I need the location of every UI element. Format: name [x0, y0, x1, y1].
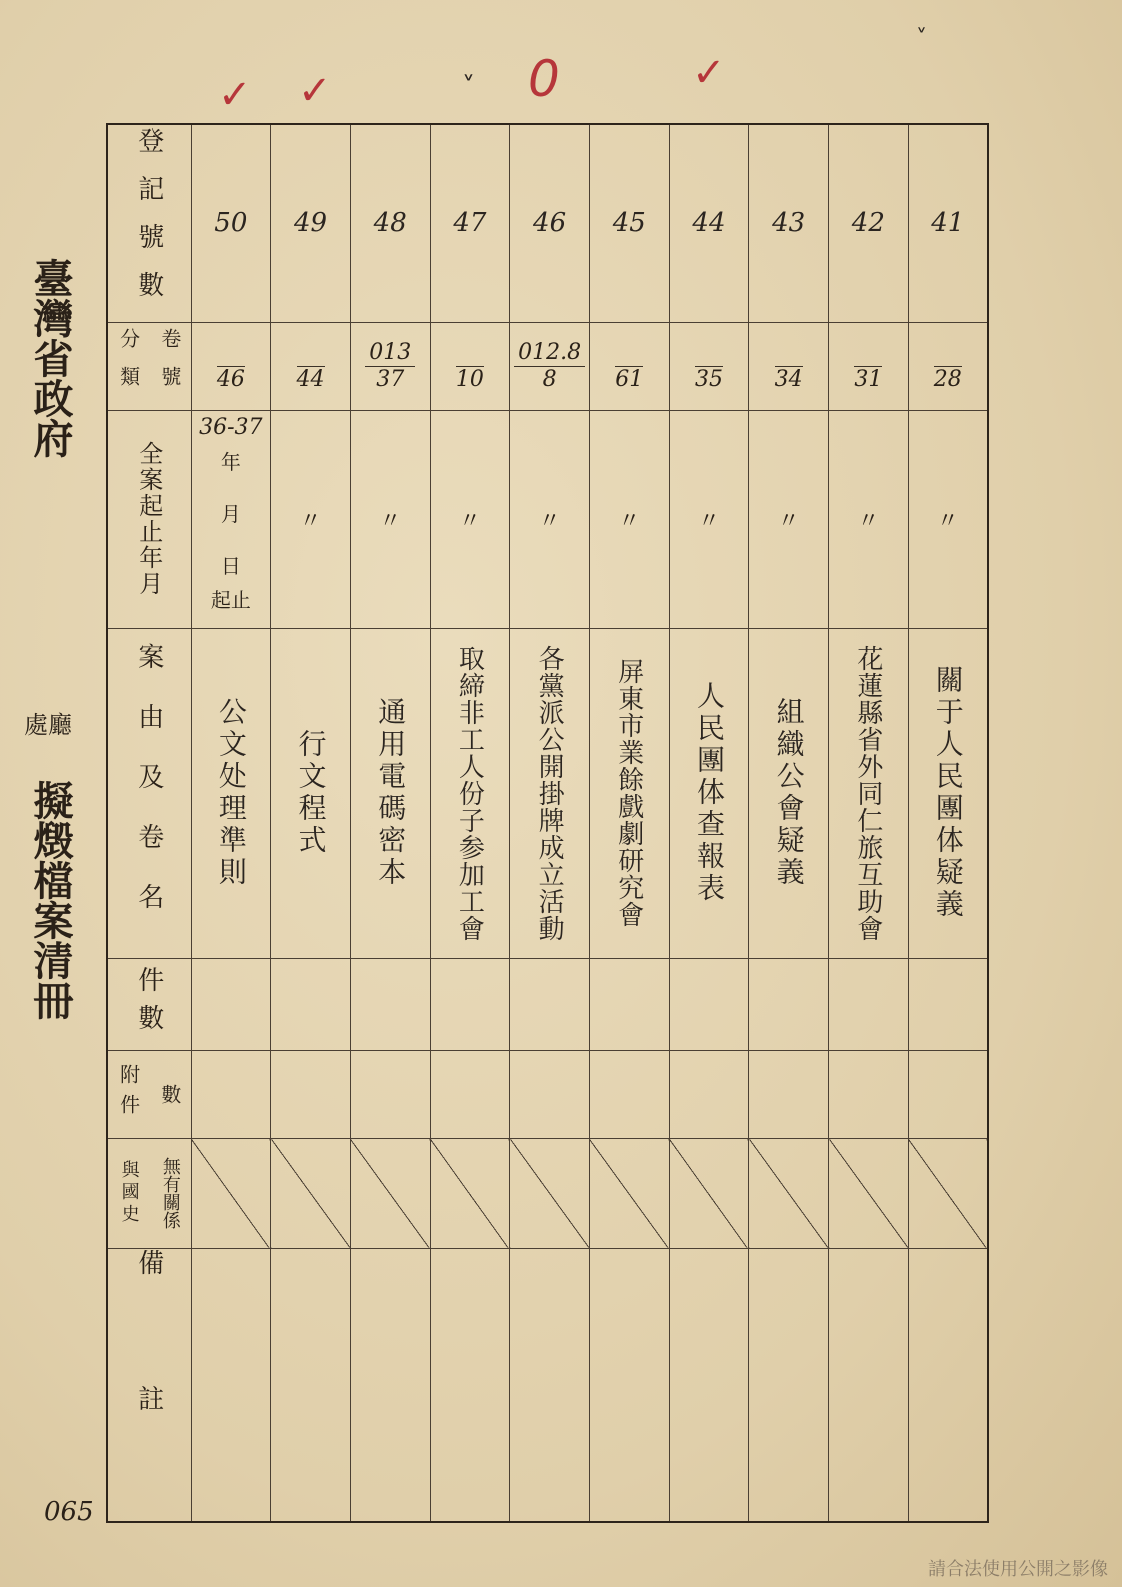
reg-number-cell: 42: [829, 124, 909, 322]
count-row: [107, 958, 988, 1050]
attachment-cell: [510, 1050, 590, 1138]
count-cell: [908, 958, 988, 1050]
subject-cell: 人民團体查報表: [669, 628, 749, 958]
class-number-cell: 46: [191, 322, 271, 410]
history-slash-cell: [669, 1138, 749, 1248]
reg-number-cell: 48: [350, 124, 430, 322]
reg-number-header: 登記號數: [107, 124, 191, 322]
history-slash-cell: [430, 1138, 510, 1248]
watermark-text: 請合法使用公開之影像: [928, 1559, 1108, 1580]
check-mark: ✓: [298, 68, 332, 114]
reg-number-cell: 49: [271, 124, 351, 322]
check-mark: 0: [528, 50, 560, 108]
date-range-cell: 〃: [430, 410, 510, 628]
remarks-cell: [589, 1248, 669, 1522]
class-number-cell: 61: [589, 322, 669, 410]
attachment-row: [107, 1050, 988, 1138]
remarks-cell: [510, 1248, 590, 1522]
office-label: 處廳: [24, 711, 72, 739]
remarks-cell: [829, 1248, 909, 1522]
date-range-cell: 36-37 年 月 日 起止: [191, 410, 271, 628]
remarks-cell: [350, 1248, 430, 1522]
reg-number-cell: 46: [510, 124, 590, 322]
subject-cell: 公文处理準則: [191, 628, 271, 958]
attachment-cell: [191, 1050, 271, 1138]
class-number-cell: 31: [829, 322, 909, 410]
date-range-cell: 〃: [350, 410, 430, 628]
reg-number-cell: 43: [749, 124, 829, 322]
count-header: 件數: [107, 958, 191, 1050]
remarks-cell: [430, 1248, 510, 1522]
destruction-register-table: [106, 123, 989, 1523]
history-slash-cell: [510, 1138, 590, 1248]
class-number-cell: 44: [271, 322, 351, 410]
count-cell: [191, 958, 271, 1050]
reg-number-cell: 44: [669, 124, 749, 322]
history-slash-cell: [271, 1138, 351, 1248]
reg-number-cell: 41: [908, 124, 988, 322]
subject-header: 案由及卷名: [107, 628, 191, 958]
class-number-header: 分類 卷號: [107, 322, 191, 410]
count-cell: [749, 958, 829, 1050]
subject-cell: 行文程式: [271, 628, 351, 958]
history-slash-cell: [589, 1138, 669, 1248]
history-slash-cell: [191, 1138, 271, 1248]
reg-number-cell: 47: [430, 124, 510, 322]
reg-number-cell: 45: [589, 124, 669, 322]
class-number-cell: 34: [749, 322, 829, 410]
check-mark: ˅: [916, 26, 927, 51]
attachment-cell: [271, 1050, 351, 1138]
attachment-header: 附件 數: [107, 1050, 191, 1138]
date-range-cell: 〃: [829, 410, 909, 628]
history-slash-cell: [829, 1138, 909, 1248]
check-mark: ˅: [462, 72, 475, 102]
history-row: [107, 1138, 988, 1248]
remarks-cell: [908, 1248, 988, 1522]
history-slash-cell: [350, 1138, 430, 1248]
date-range-header: 全案起止年月: [107, 410, 191, 628]
attachment-cell: [749, 1050, 829, 1138]
date-range-row: [107, 410, 988, 628]
reg-number-row: [107, 124, 988, 322]
reg-number-cell: 50: [191, 124, 271, 322]
subject-cell: 通用電碼密本: [350, 628, 430, 958]
class-number-cell: 35: [669, 322, 749, 410]
count-cell: [430, 958, 510, 1050]
count-cell: [829, 958, 909, 1050]
attachment-cell: [589, 1050, 669, 1138]
count-cell: [510, 958, 590, 1050]
date-range-cell: 〃: [271, 410, 351, 628]
subject-row: [107, 628, 988, 958]
date-range-cell: 〃: [589, 410, 669, 628]
count-cell: [271, 958, 351, 1050]
date-range-cell: 〃: [510, 410, 590, 628]
class-number-cell: $\frac{013}{37}$: [350, 322, 430, 410]
class-number-cell: 28: [908, 322, 988, 410]
subject-cell: 花蓮縣省外同仁旅互助會: [829, 628, 909, 958]
remarks-row: [107, 1248, 988, 1522]
count-cell: [669, 958, 749, 1050]
remarks-cell: [749, 1248, 829, 1522]
attachment-cell: [430, 1050, 510, 1138]
subject-cell: 各黨派公開掛牌成立活動: [510, 628, 590, 958]
government-title: 臺灣省政府: [27, 258, 74, 458]
attachment-cell: [669, 1050, 749, 1138]
class-number-cell: 10: [430, 322, 510, 410]
date-range-cell: 〃: [669, 410, 749, 628]
subject-cell: 組織公會疑義: [749, 628, 829, 958]
date-range-cell: 〃: [908, 410, 988, 628]
remarks-cell: [271, 1248, 351, 1522]
check-mark: ✓: [218, 72, 252, 118]
remarks-header: 備註: [107, 1248, 191, 1522]
attachment-cell: [829, 1050, 909, 1138]
subject-cell: 取締非工人份子参加工會: [430, 628, 510, 958]
subject-cell: 屏東市業餘戲劇研究會: [589, 628, 669, 958]
list-title: 擬燬檔案清冊: [27, 780, 74, 1020]
history-slash-cell: [749, 1138, 829, 1248]
subject-cell: 關于人民團体疑義: [908, 628, 988, 958]
history-header: 與國史 無有關係: [107, 1138, 191, 1248]
remarks-cell: [669, 1248, 749, 1522]
check-mark: ✓: [692, 50, 726, 96]
class-number-cell: $\frac{012.8}{8}$: [510, 322, 590, 410]
class-number-row: [107, 322, 988, 410]
attachment-cell: [350, 1050, 430, 1138]
remarks-cell: [191, 1248, 271, 1522]
attachment-cell: [908, 1050, 988, 1138]
date-range-cell: 〃: [749, 410, 829, 628]
history-slash-cell: [908, 1138, 988, 1248]
page-number: 065: [44, 1497, 94, 1527]
count-cell: [589, 958, 669, 1050]
count-cell: [350, 958, 430, 1050]
